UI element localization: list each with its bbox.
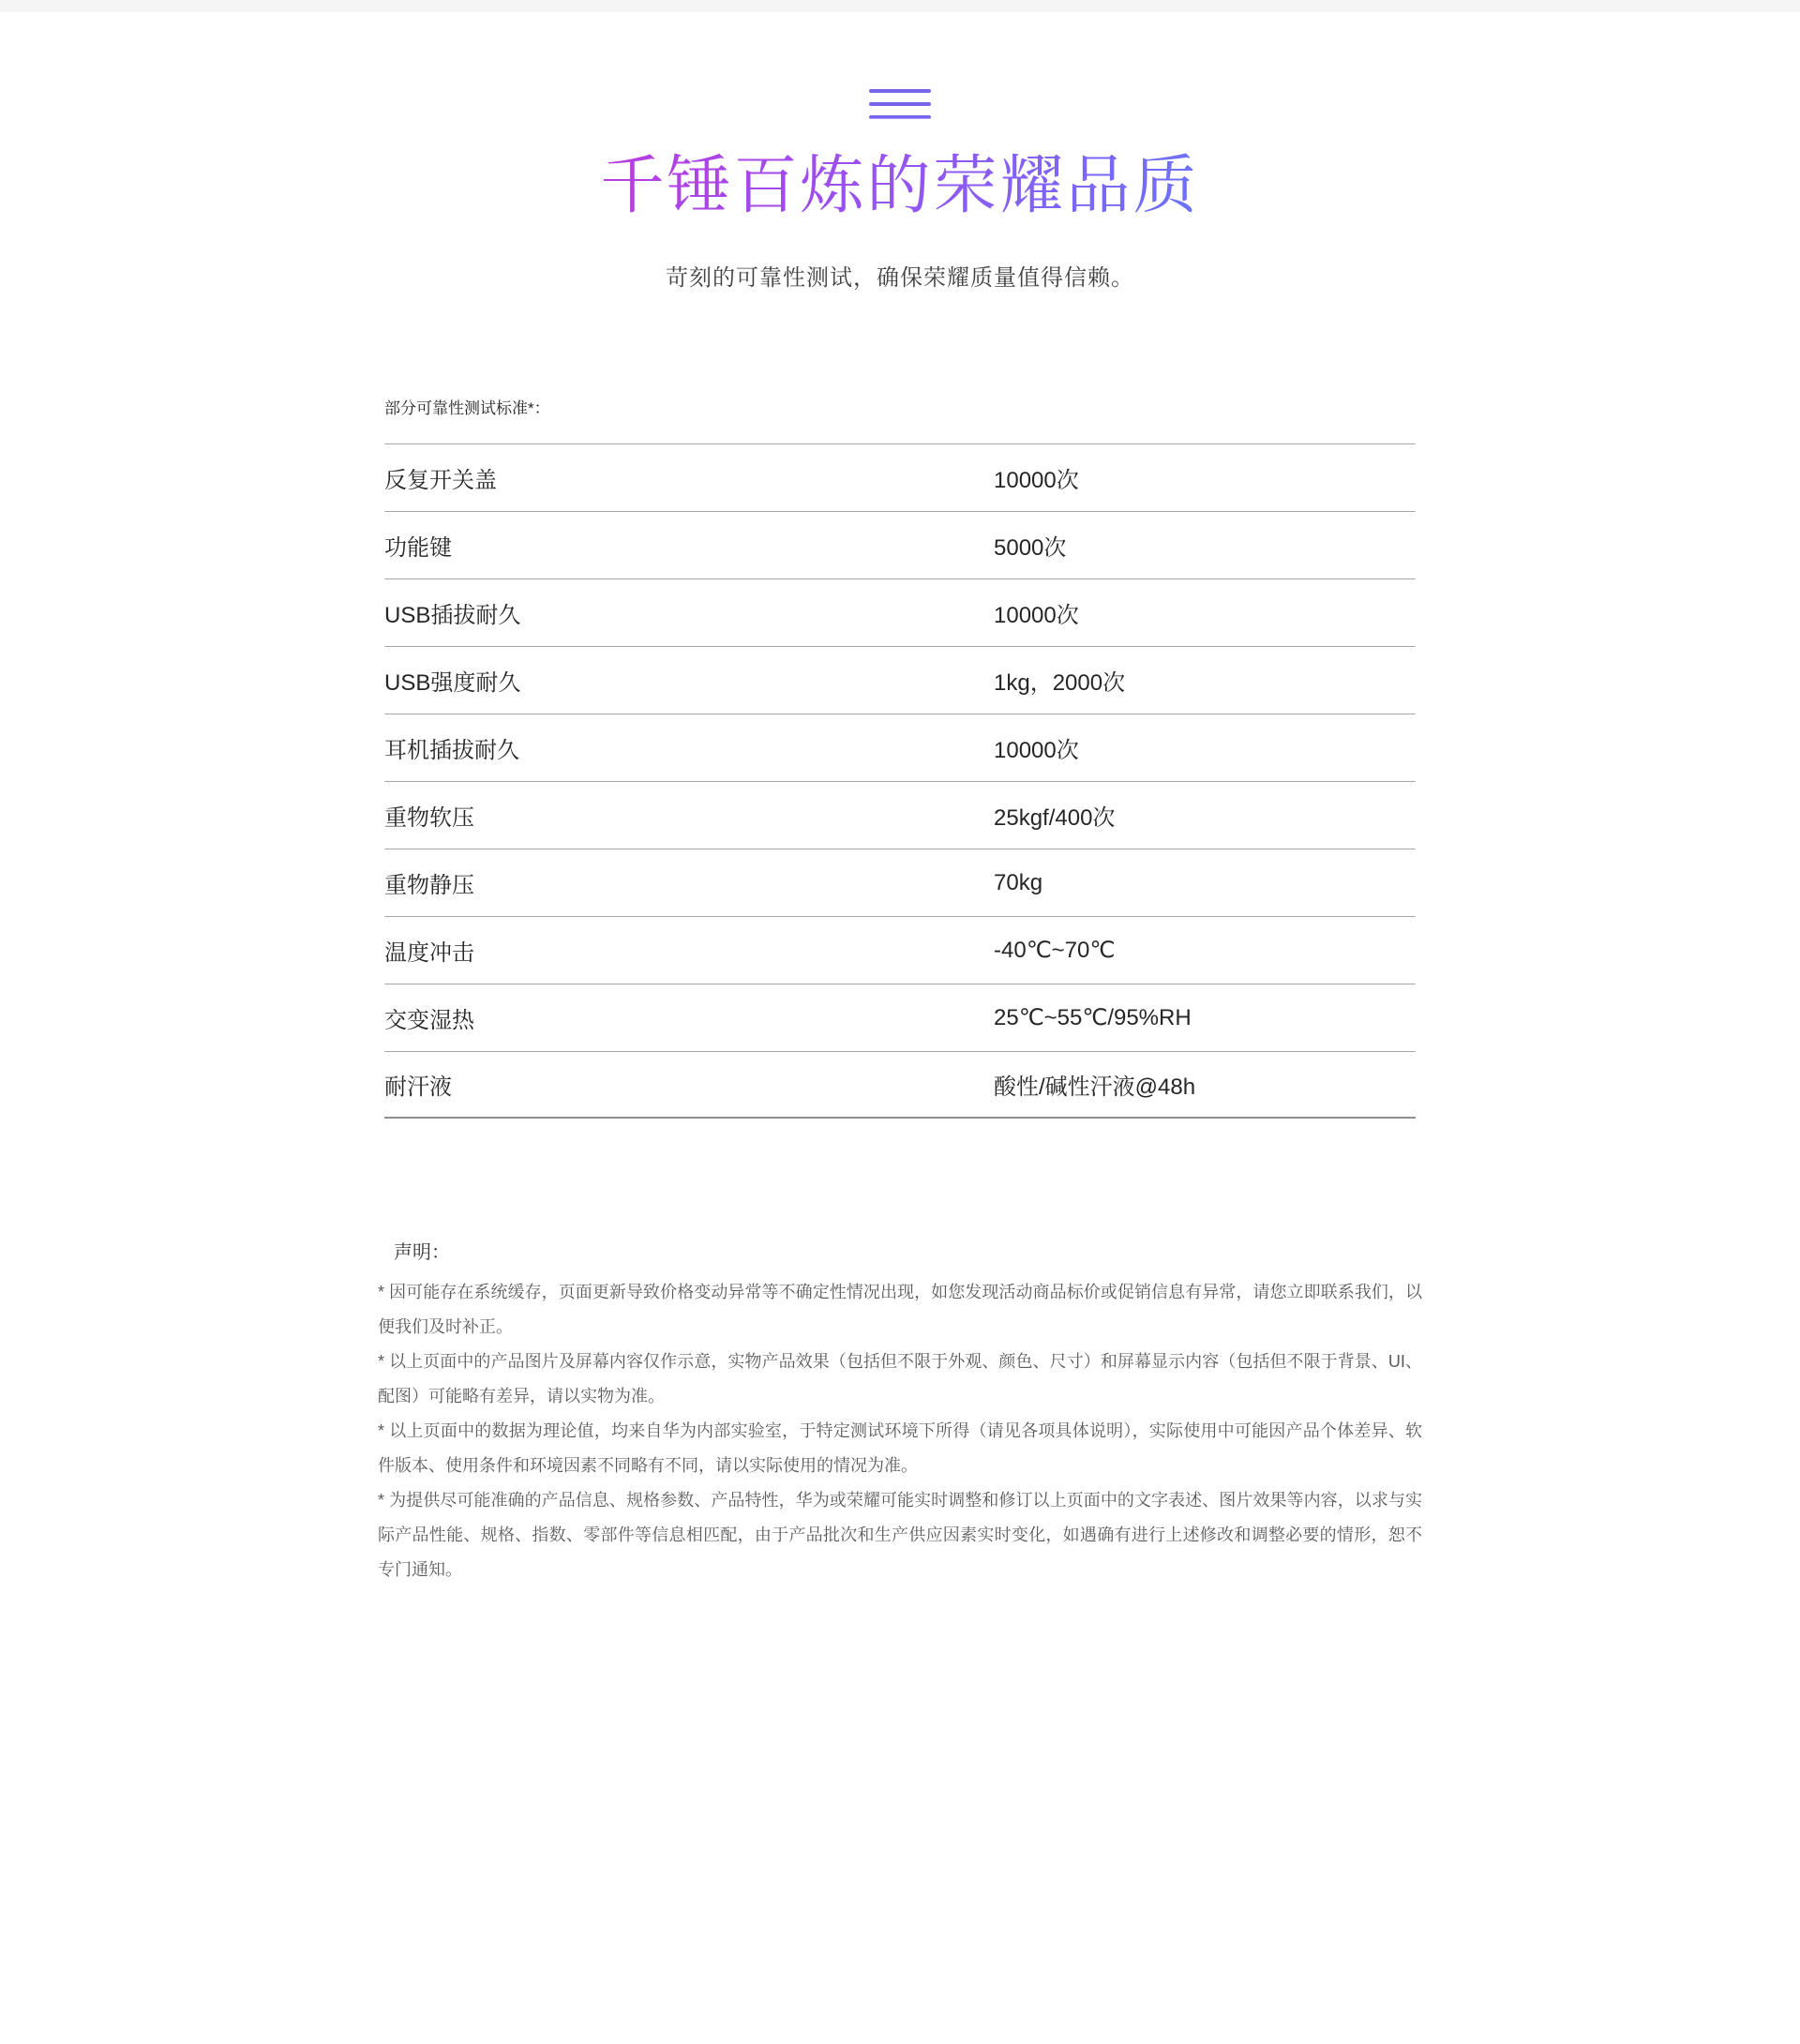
spec-label: 交变湿热 (384, 1008, 474, 1034)
spec-label: USB强度耐久 (384, 670, 521, 697)
disclaimer-heading: 声明： (394, 1242, 450, 1264)
disclaimer-paragraph: * 因可能存在系统缓存，页面更新导致价格变动异常等不确定性情况出现，如您发现活动商品标价或促销信息有异常，请您立即联系我们，以便我们及时补正。 (378, 1283, 1422, 1337)
table-row (384, 984, 1416, 1051)
table-row (384, 511, 1416, 579)
spec-label: 耐汗液 (384, 1075, 452, 1101)
spec-value: 10000次 (994, 738, 1079, 764)
table-row (384, 1051, 1416, 1119)
table-row (384, 849, 1416, 916)
decor-line (869, 89, 931, 93)
spec-label: 重物静压 (384, 873, 474, 899)
decor-line (869, 115, 931, 119)
disclaimer-paragraph: * 为提供尽可能准确的产品信息、规格参数、产品特性，华为或荣耀可能实时调整和修订以上页面中的文字表述、图片效果等内容，以求与实际产品性能、规格、指数、零部件等信息相匹配，由于产品批次和生产供应因素实时变化，如遇确有进行上述修改和调整必要的情形，恕不专门通知。 (378, 1491, 1422, 1580)
spec-label: 功能键 (384, 535, 452, 562)
spec-value: 70kg (994, 869, 1043, 895)
table-row (384, 781, 1416, 849)
disclaimer-section (378, 1237, 1422, 2044)
spec-table-caption: 部分可靠性测试标准*： (384, 399, 550, 418)
three-lines-decor-icon (869, 89, 931, 119)
page-title: 千锤百炼的荣耀品质 (0, 153, 1800, 219)
spec-value: 1kg，2000次 (994, 670, 1126, 697)
spec-value: 5000次 (994, 535, 1067, 562)
reliability-spec-table (384, 443, 1416, 1119)
table-row (384, 646, 1416, 714)
table-row (384, 714, 1416, 781)
spec-value: 酸性/碱性汗液@48h (994, 1075, 1196, 1101)
spec-value: -40℃~70℃ (994, 938, 1116, 964)
spec-label: 反复开关盖 (384, 468, 497, 494)
spec-label: 温度冲击 (384, 940, 474, 967)
page-subtitle: 苛刻的可靠性测试，确保荣耀质量值得信赖。 (666, 265, 1134, 292)
spec-label: 耳机插拔耐久 (384, 738, 519, 764)
table-row (384, 579, 1416, 646)
disclaimer-paragraph: * 以上页面中的数据为理论值，均来自华为内部实验室，于特定测试环境下所得（请见各项具体说明），实际使用中可能因产品个体差异、软件版本、使用条件和环境因素不同略有不同，请以实际使用的情况为准。 (378, 1421, 1422, 1476)
disclaimer-paragraph: * 以上页面中的产品图片及屏幕内容仅作示意，实物产品效果（包括但不限于外观、颜色、尺寸）和屏幕显示内容（包括但不限于背景、UI、配图）可能略有差异，请以实物为准。 (378, 1352, 1422, 1406)
spec-value: 10000次 (994, 468, 1079, 494)
spec-label: USB插拔耐久 (384, 603, 521, 629)
table-row (384, 443, 1416, 511)
spec-label: 重物软压 (384, 805, 474, 832)
spec-value: 25℃~55℃/95%RH (994, 1005, 1192, 1031)
top-strip (0, 0, 1800, 12)
decor-line (869, 102, 931, 106)
table-row (384, 916, 1416, 984)
content-container (378, 395, 1422, 2044)
spec-value: 10000次 (994, 603, 1079, 629)
spec-value: 25kgf/400次 (994, 805, 1116, 832)
quality-hero-section (0, 89, 1800, 292)
